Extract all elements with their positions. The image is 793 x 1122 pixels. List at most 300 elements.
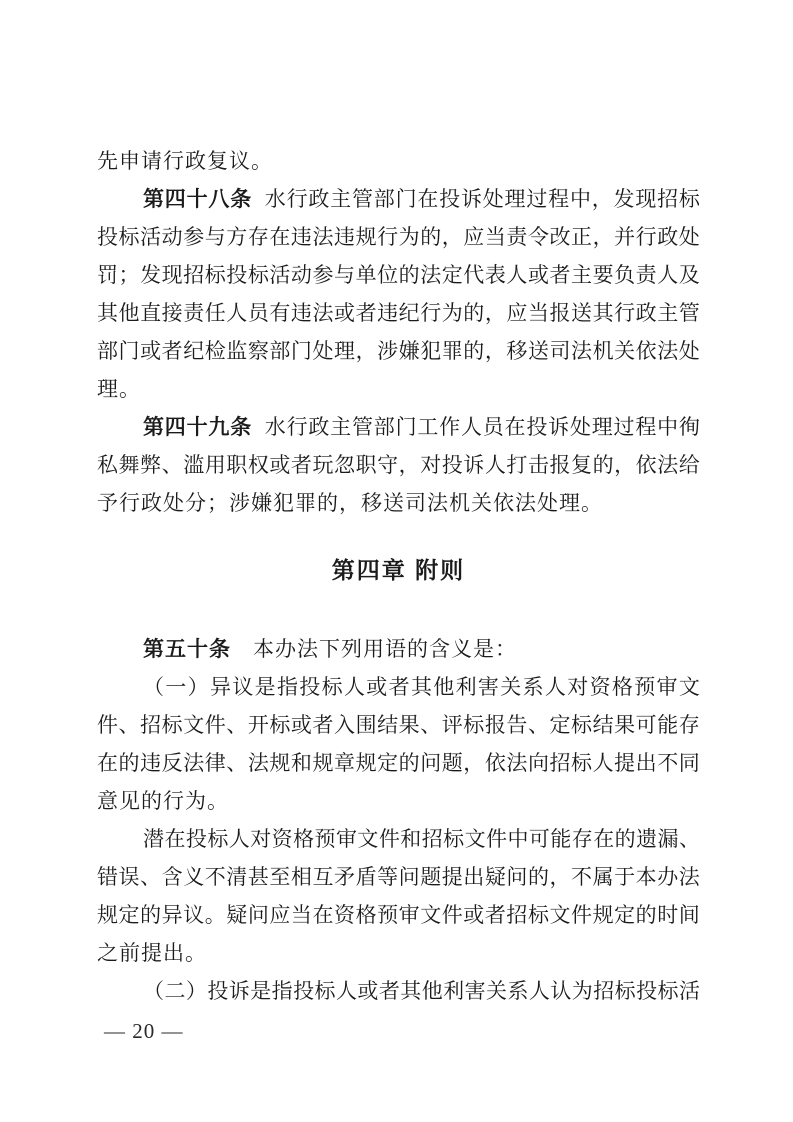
- body-text: 位: [377, 263, 399, 287]
- body-text: 有: [269, 301, 291, 325]
- body-text: 部: [269, 339, 291, 363]
- body-text: 标: [118, 225, 140, 249]
- body-text: 规: [312, 751, 334, 775]
- body-text: 在: [97, 751, 118, 775]
- body-text: 监: [226, 339, 248, 363]
- body-text: 处: [569, 415, 591, 439]
- body-text: ）: [187, 675, 209, 699]
- body-text: ，: [484, 301, 506, 325]
- body-text: 者: [355, 301, 377, 325]
- body-text: 、: [118, 713, 140, 737]
- body-text: 甚: [247, 865, 269, 889]
- body-text: 徇: [678, 415, 700, 439]
- body-text: 处: [482, 187, 504, 211]
- body-text: 者: [388, 675, 410, 699]
- body-text: 其: [410, 675, 432, 699]
- body-text: 结: [377, 713, 399, 737]
- body-text: 件: [486, 827, 507, 851]
- body-text: 提: [441, 865, 463, 889]
- body-text: 资: [589, 675, 611, 699]
- article-48-line-6: [97, 370, 700, 408]
- body-text: 盾: [355, 865, 377, 889]
- body-text: 招: [140, 713, 162, 737]
- body-text: 定: [377, 751, 399, 775]
- body-text: 格: [611, 675, 633, 699]
- body-text: 投: [293, 979, 315, 1003]
- body-text: 门: [395, 187, 417, 211]
- body-text: ，: [355, 339, 377, 363]
- body-text: 忽: [334, 453, 356, 477]
- body-text: 是: [250, 979, 272, 1003]
- article-50-item-1-line-8: [97, 934, 700, 972]
- body-text: 异: [161, 903, 183, 927]
- body-text: 件: [204, 713, 226, 737]
- body-text: 依: [635, 453, 657, 477]
- article-number-text: 四: [164, 188, 186, 211]
- body-text: 属: [592, 865, 614, 889]
- body-text: 人: [226, 301, 248, 325]
- article-49-line-3: [97, 484, 700, 522]
- body-text: 投: [226, 263, 248, 287]
- body-text: 件: [571, 903, 593, 927]
- body-text: 的: [398, 263, 420, 287]
- body-text: 的: [420, 225, 442, 249]
- body-text: 过: [613, 415, 635, 439]
- body-text: 清: [226, 865, 248, 889]
- body-text: 活: [140, 225, 162, 249]
- article-50-item-1-line-5: [97, 820, 700, 858]
- body-text: 出: [463, 865, 485, 889]
- body-text: 要: [592, 263, 614, 287]
- body-text: 现: [161, 263, 183, 287]
- body-text: 或: [527, 263, 549, 287]
- body-text: ）: [185, 979, 207, 1003]
- body-text: 题: [420, 865, 442, 889]
- body-text: ；: [118, 263, 140, 287]
- body-text: 矛: [334, 865, 356, 889]
- body-text: 议: [183, 903, 205, 927]
- body-text: 件: [378, 827, 400, 851]
- article-50-item-1-line-6: [97, 858, 700, 896]
- body-text: 其: [400, 979, 422, 1003]
- body-text: 招: [593, 979, 615, 1003]
- body-text: 定: [614, 903, 636, 927]
- body-text: 人: [460, 415, 482, 439]
- body-text: 相: [290, 865, 312, 889]
- body-text: 复: [571, 453, 593, 477]
- body-text: 利: [455, 675, 477, 699]
- body-text: 标: [571, 713, 593, 737]
- body-text: 利: [443, 979, 465, 1003]
- body-text: 在: [164, 827, 186, 851]
- body-text: 投: [439, 187, 461, 211]
- body-text: 行: [614, 301, 636, 325]
- body-text: 入: [334, 713, 356, 737]
- body-text: 接: [161, 301, 183, 325]
- body-text: 人: [506, 263, 528, 287]
- body-text: 他: [433, 675, 455, 699]
- article-48-line-5: [97, 332, 700, 370]
- body-text: 疑: [484, 865, 506, 889]
- body-text: 招: [549, 751, 571, 775]
- body-text: 处: [678, 225, 700, 249]
- body-text: 定: [118, 903, 140, 927]
- body-text: 或: [357, 979, 379, 1003]
- body-text: 或: [269, 453, 291, 477]
- body-text: 法: [571, 339, 593, 363]
- body-text: 、: [140, 865, 162, 889]
- body-text: 给: [678, 453, 700, 477]
- article-48-line-4: [97, 294, 700, 332]
- body-text: 议: [232, 675, 254, 699]
- body-text: 人: [335, 979, 357, 1003]
- body-text: 用: [204, 453, 226, 477]
- body-text: 法: [506, 751, 528, 775]
- body-text: 疑: [226, 903, 248, 927]
- body-text: 人: [544, 675, 566, 699]
- body-text: 负: [614, 263, 636, 287]
- body-text: 者: [378, 979, 400, 1003]
- body-text: 违: [290, 225, 312, 249]
- body-text: 规: [355, 225, 377, 249]
- body-text: 和: [290, 751, 312, 775]
- body-text: 人: [228, 827, 250, 851]
- body-text: 玩: [312, 453, 334, 477]
- body-text: 门: [290, 339, 312, 363]
- body-text: 法: [312, 301, 334, 325]
- body-text: 理: [591, 415, 613, 439]
- body-text: 投: [299, 675, 321, 699]
- body-text: 、: [226, 713, 248, 737]
- body-text: 存: [678, 713, 700, 737]
- body-text: 标: [571, 751, 593, 775]
- body-text: 文: [357, 827, 379, 851]
- body-text: 动: [290, 263, 312, 287]
- body-text: 犯: [420, 339, 442, 363]
- body-text: 守: [377, 453, 399, 477]
- body-text: 认: [550, 979, 572, 1003]
- body-text: 报: [484, 713, 506, 737]
- body-text: 的: [527, 865, 549, 889]
- body-text: 法: [657, 339, 679, 363]
- body-text: 开: [247, 713, 269, 737]
- body-text: 予行政处分；涉嫌犯罪的，移送司法机关依法处理。: [97, 491, 603, 515]
- article-number-text: 第: [143, 416, 164, 439]
- body-text: 管: [351, 187, 373, 211]
- body-text: 主: [330, 415, 352, 439]
- body-text: 动: [161, 225, 183, 249]
- body-text: 违: [290, 301, 312, 325]
- body-text: 部: [373, 187, 395, 211]
- body-text: 处: [312, 339, 334, 363]
- body-text: 主: [657, 301, 679, 325]
- article-48-line-3: [97, 256, 700, 294]
- body-text: 或: [334, 301, 356, 325]
- article-number-text: 第四章 附则: [331, 557, 466, 583]
- body-text: 政: [635, 301, 657, 325]
- body-text: 或: [290, 713, 312, 737]
- body-text: 人: [528, 979, 550, 1003]
- body-text: 法: [183, 751, 205, 775]
- body-text: （: [143, 979, 164, 1003]
- body-text: 文: [678, 675, 700, 699]
- article-number-text: 条: [230, 188, 252, 211]
- body-text: 者: [549, 263, 571, 287]
- body-text: 间: [678, 903, 700, 927]
- body-text: 并: [614, 225, 636, 249]
- body-text: 结: [592, 713, 614, 737]
- body-text: 弊: [140, 453, 162, 477]
- body-text: 于: [614, 865, 636, 889]
- body-text: 罪: [441, 339, 463, 363]
- body-text: 可: [635, 713, 657, 737]
- body-text: 审: [656, 675, 678, 699]
- body-text: 问: [398, 865, 420, 889]
- article-48-line-2: [97, 218, 700, 256]
- body-text: 互: [312, 865, 334, 889]
- body-text: 其: [97, 301, 118, 325]
- body-text: 异: [209, 675, 231, 699]
- body-text: 关: [486, 979, 507, 1003]
- body-text: 规: [592, 903, 614, 927]
- body-text: 行: [377, 225, 399, 249]
- body-text: 件: [441, 903, 463, 927]
- body-text: 不: [571, 865, 593, 889]
- body-text: 错: [97, 865, 118, 889]
- body-text: 行: [286, 187, 308, 211]
- body-text: 格: [293, 827, 315, 851]
- body-text: 权: [247, 453, 269, 477]
- body-text: 可: [528, 827, 550, 851]
- body-text: 和: [400, 827, 422, 851]
- body-text: 标: [657, 979, 679, 1003]
- body-text: 律: [204, 751, 226, 775]
- body-text: 作: [439, 415, 461, 439]
- body-text: 招: [657, 187, 679, 211]
- body-text: 或: [463, 903, 485, 927]
- body-text: 的: [592, 453, 614, 477]
- body-text: 法: [657, 453, 679, 477]
- body-text: 题: [441, 751, 463, 775]
- article-50-item-2-line-1: [97, 972, 700, 1010]
- body-text: 指: [276, 675, 298, 699]
- body-text: 司: [549, 339, 571, 363]
- article-number-text: 条: [230, 416, 252, 439]
- body-text: 提: [614, 751, 636, 775]
- body-text: 现: [635, 187, 657, 211]
- body-text: 职: [226, 453, 248, 477]
- body-text: 害: [464, 979, 486, 1003]
- body-text: 指: [271, 979, 293, 1003]
- body-text: 。: [204, 903, 226, 927]
- body-text: 当: [527, 301, 549, 325]
- body-text: 法: [247, 751, 269, 775]
- body-text: 依: [484, 751, 506, 775]
- body-text: 反: [161, 751, 183, 775]
- body-text: 文: [549, 903, 571, 927]
- page-number: — 20 —: [104, 1019, 184, 1043]
- body-text: 能: [550, 827, 572, 851]
- body-text: 代: [463, 263, 485, 287]
- body-text: 参: [183, 225, 205, 249]
- body-text: 诉: [548, 415, 570, 439]
- body-text: 门: [118, 339, 140, 363]
- body-text: 中: [569, 187, 591, 211]
- body-text: 门: [395, 415, 417, 439]
- body-text: 罚: [97, 263, 118, 287]
- body-text: 与: [334, 263, 356, 287]
- body-text: 含: [161, 865, 183, 889]
- body-text: 报: [549, 453, 571, 477]
- body-text: 标: [204, 263, 226, 287]
- body-text: 正: [571, 225, 593, 249]
- body-text: 的: [140, 903, 162, 927]
- body-text: 在: [417, 187, 439, 211]
- body-text: 员: [482, 415, 504, 439]
- body-text: ，: [463, 751, 485, 775]
- body-text: 存: [571, 827, 593, 851]
- body-text: 之前提出。: [97, 941, 207, 965]
- body-text: 理: [504, 187, 526, 211]
- body-text: 预: [314, 827, 336, 851]
- body-text: 理: [334, 339, 356, 363]
- body-text: 水: [264, 187, 286, 211]
- body-text: 至: [269, 865, 291, 889]
- body-text: 的: [614, 827, 636, 851]
- body-text: 关: [614, 339, 636, 363]
- body-text: 招: [506, 903, 528, 927]
- body-text: 标: [678, 187, 700, 211]
- body-text: 应: [269, 903, 291, 927]
- body-text: 责: [183, 301, 205, 325]
- body-text: 在: [504, 415, 526, 439]
- body-text: 人: [484, 453, 506, 477]
- article-50-item-1-line-1: [97, 668, 700, 706]
- body-text: 招: [183, 263, 205, 287]
- body-text: 滥: [183, 453, 205, 477]
- body-text: 移: [506, 339, 528, 363]
- body-text: 报: [549, 301, 571, 325]
- body-text: 中: [507, 827, 529, 851]
- body-text: 部: [97, 339, 118, 363]
- body-text: 对: [567, 675, 589, 699]
- article-number-text: 第五十条: [143, 638, 231, 661]
- body-text: 处: [678, 339, 700, 363]
- body-text: ，: [614, 453, 636, 477]
- body-text: 标: [463, 713, 485, 737]
- article-50-item-1-line-7: [97, 896, 700, 934]
- body-text: 预: [634, 675, 656, 699]
- body-text: 令: [527, 225, 549, 249]
- article-50-line-1: [97, 630, 700, 668]
- article-number-text: 九: [208, 416, 230, 439]
- body-text: 章: [334, 751, 356, 775]
- body-text: 违: [140, 751, 162, 775]
- body-text: 单: [355, 263, 377, 287]
- article-49-line-1: [97, 408, 700, 446]
- body-text: 投: [441, 453, 463, 477]
- body-text: 诉: [228, 979, 250, 1003]
- body-text: 标: [269, 713, 291, 737]
- body-text: 程: [635, 415, 657, 439]
- body-text: 私: [97, 453, 118, 477]
- body-text: 活: [678, 979, 700, 1003]
- body-text: 的: [463, 339, 485, 363]
- body-text: 潜: [143, 827, 164, 851]
- body-text: 主: [330, 187, 352, 211]
- body-text: 、: [678, 827, 700, 851]
- body-text: 的: [398, 751, 420, 775]
- body-text: 政: [657, 225, 679, 249]
- body-text: 预: [377, 903, 399, 927]
- body-text: 、: [161, 453, 183, 477]
- body-text: 的: [635, 903, 657, 927]
- body-text: 标: [527, 903, 549, 927]
- body-text: 员: [247, 301, 269, 325]
- body-text: 投: [636, 979, 658, 1003]
- body-text: 误: [118, 865, 140, 889]
- body-text: 先申请行政复议。: [97, 149, 273, 173]
- article-48-line-1: [97, 180, 700, 218]
- body-text: 活: [269, 263, 291, 287]
- body-text: 工: [417, 415, 439, 439]
- article-50-item-1-line-2: [97, 706, 700, 744]
- body-text: 格: [355, 903, 377, 927]
- body-text: 等: [377, 865, 399, 889]
- body-text: ，: [592, 225, 614, 249]
- article-49-line-2: [97, 446, 700, 484]
- body-text: 打: [506, 453, 528, 477]
- body-text: 、: [527, 713, 549, 737]
- body-text: 、: [420, 713, 442, 737]
- body-text: 责: [635, 263, 657, 287]
- body-text: 标: [314, 979, 336, 1003]
- body-text: 漏: [657, 827, 679, 851]
- body-text: ，: [549, 865, 571, 889]
- article-number-text: 八: [208, 188, 230, 211]
- body-text: 投: [207, 979, 229, 1003]
- body-text: 为: [571, 979, 593, 1003]
- body-text: 当: [290, 903, 312, 927]
- text-block: [97, 142, 700, 1010]
- body-text: 他: [118, 301, 140, 325]
- body-text: （: [143, 675, 164, 699]
- body-text: 定: [549, 713, 571, 737]
- body-text: 为: [441, 301, 463, 325]
- body-text: 存: [247, 225, 269, 249]
- body-text: 政: [308, 187, 330, 211]
- body-text: 遗: [636, 827, 658, 851]
- body-text: 不: [204, 865, 226, 889]
- body-text: 改: [549, 225, 571, 249]
- body-text: 纪: [183, 339, 205, 363]
- body-text: ，: [484, 339, 506, 363]
- body-text: 者: [161, 339, 183, 363]
- body-text: 嫌: [398, 339, 420, 363]
- body-text: 方: [226, 225, 248, 249]
- body-text: 法: [420, 263, 442, 287]
- body-text: 定: [441, 263, 463, 287]
- body-text: 法: [312, 225, 334, 249]
- body-text: 纪: [398, 301, 420, 325]
- body-text: 发: [140, 263, 162, 287]
- body-text: 直: [140, 301, 162, 325]
- body-text: 应: [506, 301, 528, 325]
- body-text: 标: [614, 979, 636, 1003]
- body-text: ，: [398, 453, 420, 477]
- body-text: 管: [351, 415, 373, 439]
- body-text: 者: [290, 453, 312, 477]
